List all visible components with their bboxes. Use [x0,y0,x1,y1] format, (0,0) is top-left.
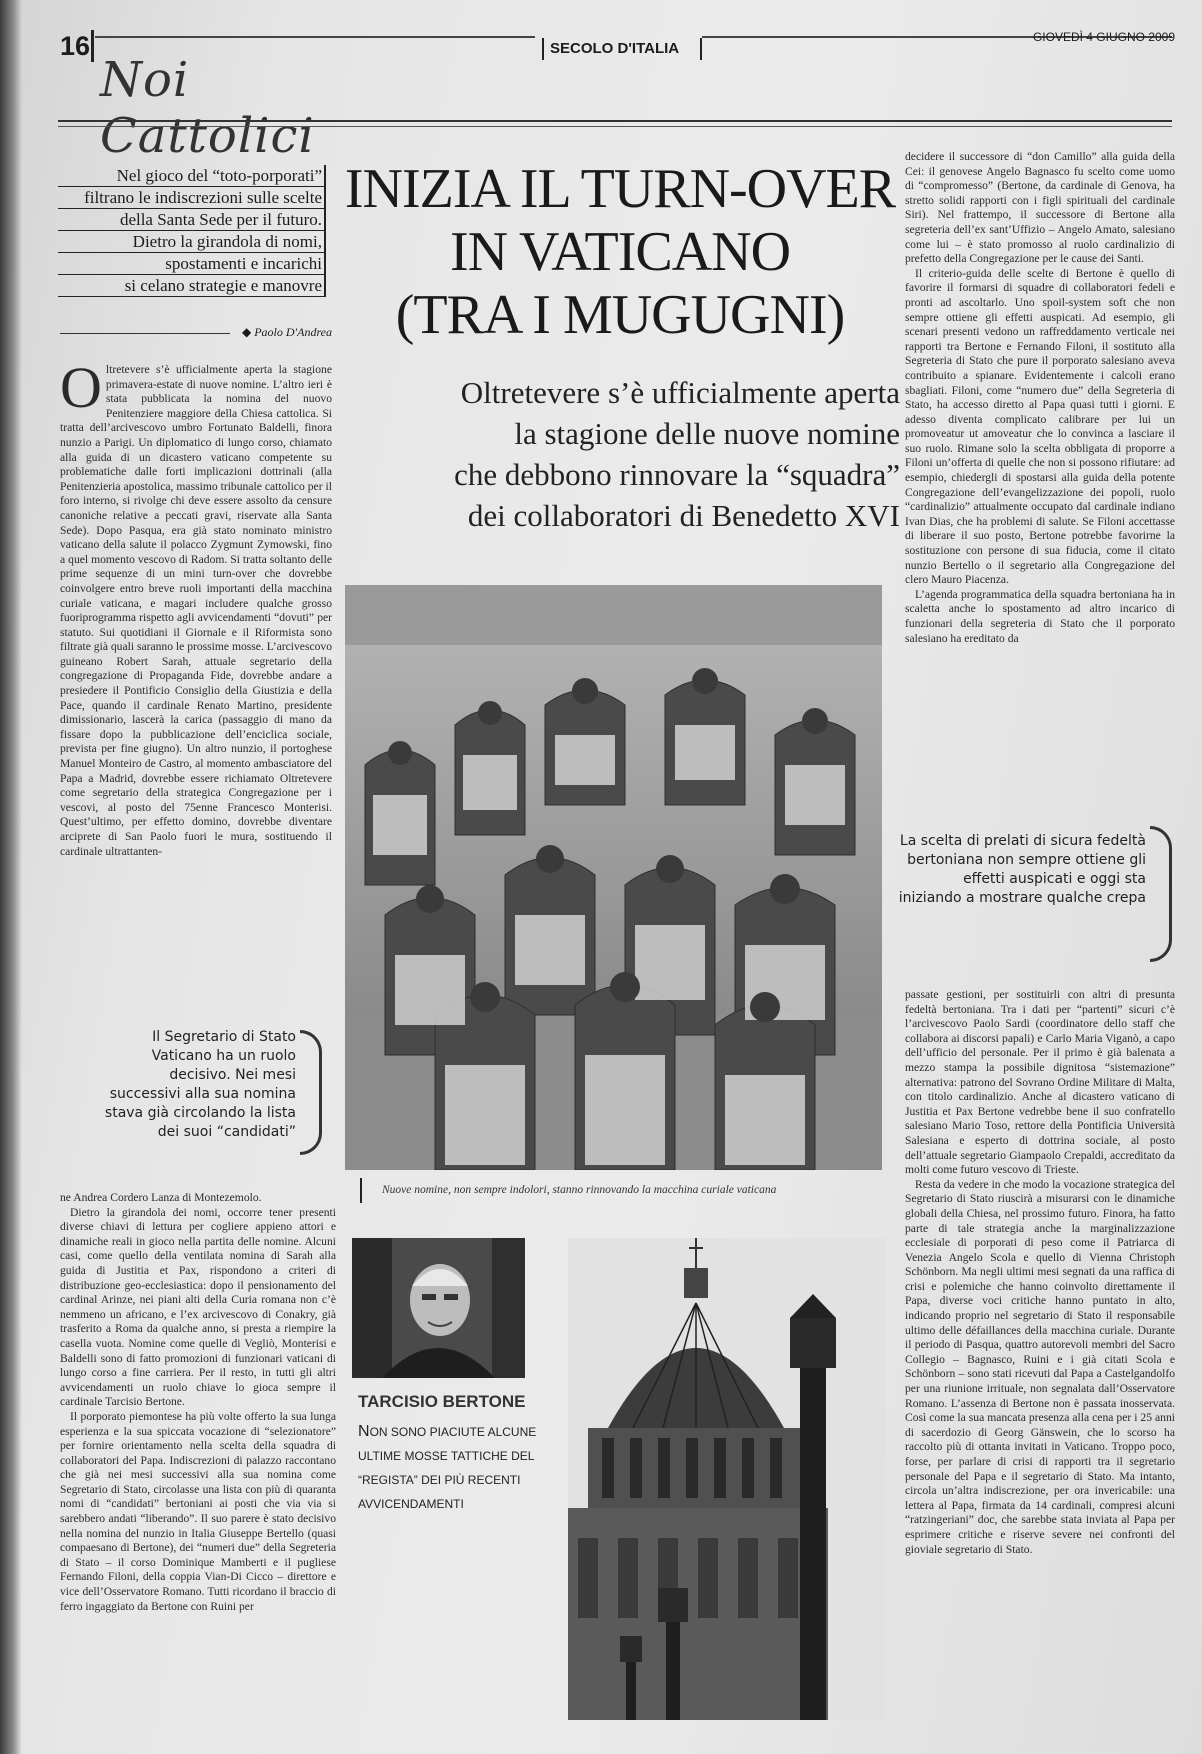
deck-line: la stagione delle nuove nomine [514,416,900,451]
portrait-quote [358,1420,538,1540]
article-column-3 [905,150,1175,780]
deck-line: che debbono rinnovare la “squadra” [454,457,900,492]
pull-quote-right: La scelta di prelati di sicura fedeltà bertoniana non sempre ottiene gli effetti auspicati e oggi sta iniziando a mostrare qualche crepa [898,833,1146,906]
masthead: SECOLO D'ITALIA [542,38,702,60]
st-peters-dome-photo [568,1238,886,1720]
headline-line: IN VATICANO [449,221,791,283]
article-paragraph: passate gestioni, per sostituirli con altri di presunta fedeltà bertoniana. Tra i dati per “partenti” sicuri c’è l’arcivescovo Paolo Sardi (coordinatore dello staff che collabora ai discorsi papali) e Carlo Maria Viganò, a capo dell’ufficio del personale. Per il primo è già balenata a mezzo stampa la possibile dignitosa “sistemazione” alternativa: patrono del Sovrano Ordine Militare di Malta, con titolo cardinalizio. Anche al dicastero vaticano di Justitia et Pax Bertone vedrebbe bene il suo confratello salesiano Mario Toso, rettore della Pontificia Università Salesiana e esperto di dottrina sociale, al posto dell’attuale segretario Giampaolo Crepaldi, accreditato da molti come futuro vescovo di Trieste. [905,988,1175,1177]
summary-line: filtrano le indiscrezioni sulle scelte [58,187,326,209]
section-rule [58,120,1172,122]
pull-quote-bracket [1150,826,1172,962]
portrait-name: TARCISIO BERTONE [358,1392,526,1411]
summary-frame [324,165,326,297]
page-number: 16 [58,30,94,62]
article-paragraph: Il criterio-guida delle scelte di Bertone è quello di favorire il formarsi di squadre di collaboratori fedeli e pronti ad ascoltarlo. Uno spoil-system soft che non sempre ottiene gli effetti auspicati. Ad esempio, gli scenari presenti vedono un raffreddamento verticale nei rapporti tra Bertone e Fernando Filoni, il sostituto alla Segreteria di Stato che pure il porporato salesiano aveva contribuito a spianare. Evidentemente i calcoli erano sbagliati. Filoni, come “numero due” della Segreteria di Stato, ha accesso diretto al Papa quasi tutti i giorni. E adesso diventa complicato calibrare per lui un promoveatur ut amoveatur che lo convinca a lasciare il suo ruolo. Rimane solo la scelta obbligata di proporre a Filoni un’offerta di quelle che non si possono rifiutare: ad esempio, chiedergli di spostarsi alla guida della potente Congregazione dell’evangelizzazione dei popoli, ruolo “cardinalizio” attualmente occupato dal cardinale indiano Ivan Dias, che ha problemi di salute. Se Filoni accettasse di liberare il suo posto, Bertone potrebbe favorirne la sostituzione con persone di sua fiducia, come il citato nunzio Bertello o il segretario alla Congregazione del clero Mauro Piacenza. [905,266,1175,587]
header-rule [95,36,535,38]
article-column-1 [60,363,332,993]
deck [345,372,900,547]
summary-line: Nel gioco del “toto-porporati” [58,165,326,187]
dome-illustration [568,1238,886,1720]
article-paragraph: decidere il successore di “don Camillo” alla guida della Cei: il genovese Angelo Bagnasco fu scelto come uomo di “compromesso” (Bertone, da cardinale di Genova, ha stretto solidi rapporti con i figli spirituali del cardinale Siri). Nel frattempo, il successore di Bertone alla segreteria dell’ex sant’Uffizio – Angelo Amato, salesiano come lui – è stato promosso al ruolo cardinalizio di prefetto della Congregazione per le cause dei Santi. [905,150,1175,266]
byline-rule [60,333,230,334]
headline-line: (TRA I MUGUGNI) [395,284,845,346]
section-title: Noi Cattolici [100,52,315,164]
summary-line: della Santa Sede per il futuro. [58,209,326,231]
summary-line: Dietro la girandola di nomi, [58,231,326,253]
portrait-quote-initial: N [358,1423,370,1440]
article-text: ltretevere s’è ufficialmente aperta la stagione primavera-estate di nuove nomine. L’altro ieri è stata pubblicata la nomina del nuovo Penitenziere maggiore della Chiesa cattolica. Si tratta dell’arcivescovo umbro Fortunato Baldelli, finora nunzio a Parigi. Un diplomatico di lungo corso, chiamato alla guida di un dicastero vaticano competente su problematiche dalle forti implicazioni dottrinali (alla Penitenzieria apostolica, massimo tribunale cattolico per il foro interno, si rivolge chi deve essere assolto da censure canoniche relative a peccati gravi, riservate alla Santa Sede). Dopo Pasqua, era già stato nominato ministro vaticano della salute il polacco Zygmunt Zymowski, fino a quel momento vescovo di Radom. Si tratta soltanto delle prime sequenze di un mini turn-over che dovrebbe coinvolgere entro breve ruoli importanti della macchina curiale vaticana, e magari includere qualche grosso fuoriprogramma rispetto agli avvicendamenti “dovuti” per statuto. Sui quotidiani il Giornale e il Riformista sono filtrate già quali saranno le prossime mosse. L’arcivescovo guineano Robert Sarah, attuale segretario della congregazione di Propaganda Fide, dovrebbe andare a presiedere il Pontificio Consiglio della Giustizia e della Pace, quando il cardinale Renato Martino, presidente dimissionario, lascerà la carica (passaggio di mano da fissare dopo la pubblicazione dell’enciclica sociale, prevista per fine giugno). Un altro nunzio, il portoghese Manuel Monteiro de Castro, al momento ambasciatore del Papa a Madrid, dovrebbe essere richiamato Oltretevere come segretario della strategica Congregazione per i vescovi, al posto del 75enne Francesco Monterisi. Quest’ultimo, per effetto domino, dovrebbe diventare arciprete di San Paolo fuori le mura, sostituendo il cardinale ultrattanten- [60,363,332,858]
cardinals-procession-photo [345,585,882,1170]
headline-line: INIZIA IL TURN-OVER [344,158,896,220]
drop-cap: O [60,363,102,420]
article-column-3-continued [905,988,1175,1708]
author-name: Paolo D'Andrea [254,325,332,339]
cardinals-illustration [345,585,882,1170]
photo-caption: Nuove nomine, non sempre indolori, stanno rinnovando la macchina curiale vaticana [382,1184,777,1196]
bertone-portrait [352,1238,525,1378]
headline [340,158,900,358]
article-column-1-continued [60,1191,336,1723]
summary-box [58,165,326,297]
pull-quote-left: Il Segretario di Stato Vaticano ha un ruolo decisivo. Nei mesi successivi alla sua nomina stava già circolando la lista dei suoi “candidati” [104,1029,296,1140]
pull-quote-bracket [300,1030,322,1155]
summary-line: spostamenti e incarichi [58,253,326,275]
article-paragraph: L’agenda programmatica della squadra bertoniana ha in scaletta anche lo spostamento ad altro incarico di funzionari della segreteria di Stato che il porporato salesiano ha ereditato da [905,587,1175,645]
page-spine-shadow [0,0,22,1754]
issue-date: GIOVEDÌ 4 GIUGNO 2009 [1032,30,1175,44]
byline: ◆ Paolo D'Andrea [241,325,332,339]
article-paragraph: Dietro la girandola dei nomi, occorre tener presenti diverse chiavi di lettura per cogliere appieno attori e dinamiche reali in gioco nella partita delle nomine. Alcuni casi, come quello della ventilata nomina di Sarah alla guida di Justitia et Pax, rispondono a criteri di distribuzione geo-ecclesiastica: dopo il pensionamento del cardinal Arinze, nei piani alti della Curia romana non c’è nemmeno un africano, e l’ex arcivescovo di Conakry, già trasferito a Roma da qualche anno, si presta a riempire la casella vuota. Nomine come quelle di Vegliò, Monterisi e Baldelli sono di fatto promozioni di funzionari vaticani di lungo corso a fine carriera. Per il resto, in tutti gli altri avvicendamenti un ruolo chiave lo gioca sempre il cardinale Tarcisio Bertone. [60,1205,336,1409]
portrait-quote-text: ON SONO PIACIUTE ALCUNE ULTIME MOSSE TATTICHE DEL “REGISTA” DEI PIÙ RECENTI AVVICENDAMENTI [358,1425,537,1511]
summary-line: si celano strategie e manovre [58,275,326,297]
article-paragraph: ne Andrea Cordero Lanza di Montezemolo. [60,1191,262,1204]
portrait-illustration [352,1238,525,1378]
deck-line: dei collaboratori di Benedetto XVI [467,498,900,533]
article-paragraph: Resta da vedere in che modo la vocazione strategica del Segretario di Stato riuscirà a misurarsi con le dinamiche globali della Chiesa, nel prossimo futuro. Finora, ha fatto parte di tale strategia anche la marginalizzazione ecclesiale di porporati di peso come il Patriarca di Venezia Angelo Scola e quello di Vienna Christoph Schönborn. Ma negli ultimi mesi segnati da una raffica di crisi e polemiche che hanno coinvolto direttamente il Papa, diverse voci critiche hanno puntato in alto, indicando proprio nel segretario di Stato il responsabile ultimo delle défaillances della macchina curiale. Durante il periodo di Pasqua, quattro autorevoli membri del Sacro Collegio – Bagnasco, Ruini e i già citati Scola e Schönborn – sono stati ricevuti dal Papa a Castelgandolfo per una riunione irrituale, non segnalata dall’Osservatore Romano. L’assenza di Bertone non è passata inosservata. Così come la sua mancata presenza alla cena per i 25 anni di sacerdozio di Georg Gänswein, che lo scorso ha raccolto più di ottanta invitati in Vaticano. Troppo poco, forse, per parlare di crisi di rapporti tra il segretario personale del Papa e il segretario di Stato. Ma intanto, circola un’altra indiscrezione, per ora invericabile: una lettera al Papa, firmata da 14 cardinali, compresi alcuni “ratzingeriani” doc, che sarebbe stata inviata al Papa per esprimere critiche e riserve severe nei confronti del gioviale segretario di Stato. [905,1177,1175,1556]
section-rule [58,126,1172,127]
article-paragraph: Il porporato piemontese ha più volte offerto la sua lunga esperienza e la sua spiccata vocazione di “selezionatore” per fornire orientamento nella scelta della squadra di collaboratori del Papa. Indiscrezioni di palazzo raccontano che già nei mesi successivi alla sua nomina come Segretario di Stato, circolasse una lista con più di quaranta nomi di “candidati” bertoniani ai posti che via via si sarebbero andati “liberando”. Il suo parere è stato decisivo nella nomina del nunzio in Italia Giuseppe Bertello (quasi compaesano di Bertone), dei “numeri due” della Segreteria di Stato – il corso Dominique Mamberti e il pugliese Fernando Filoni, della coppia Vian-Di Cicco – direttore e vice dell’Osservatore Romano. Tutti ricordano il braccio di ferro ingaggiato da Bertone con Ruini per [60,1409,336,1613]
caption-bar [360,1178,362,1203]
deck-line: Oltretevere s’è ufficialmente aperta [460,375,900,410]
